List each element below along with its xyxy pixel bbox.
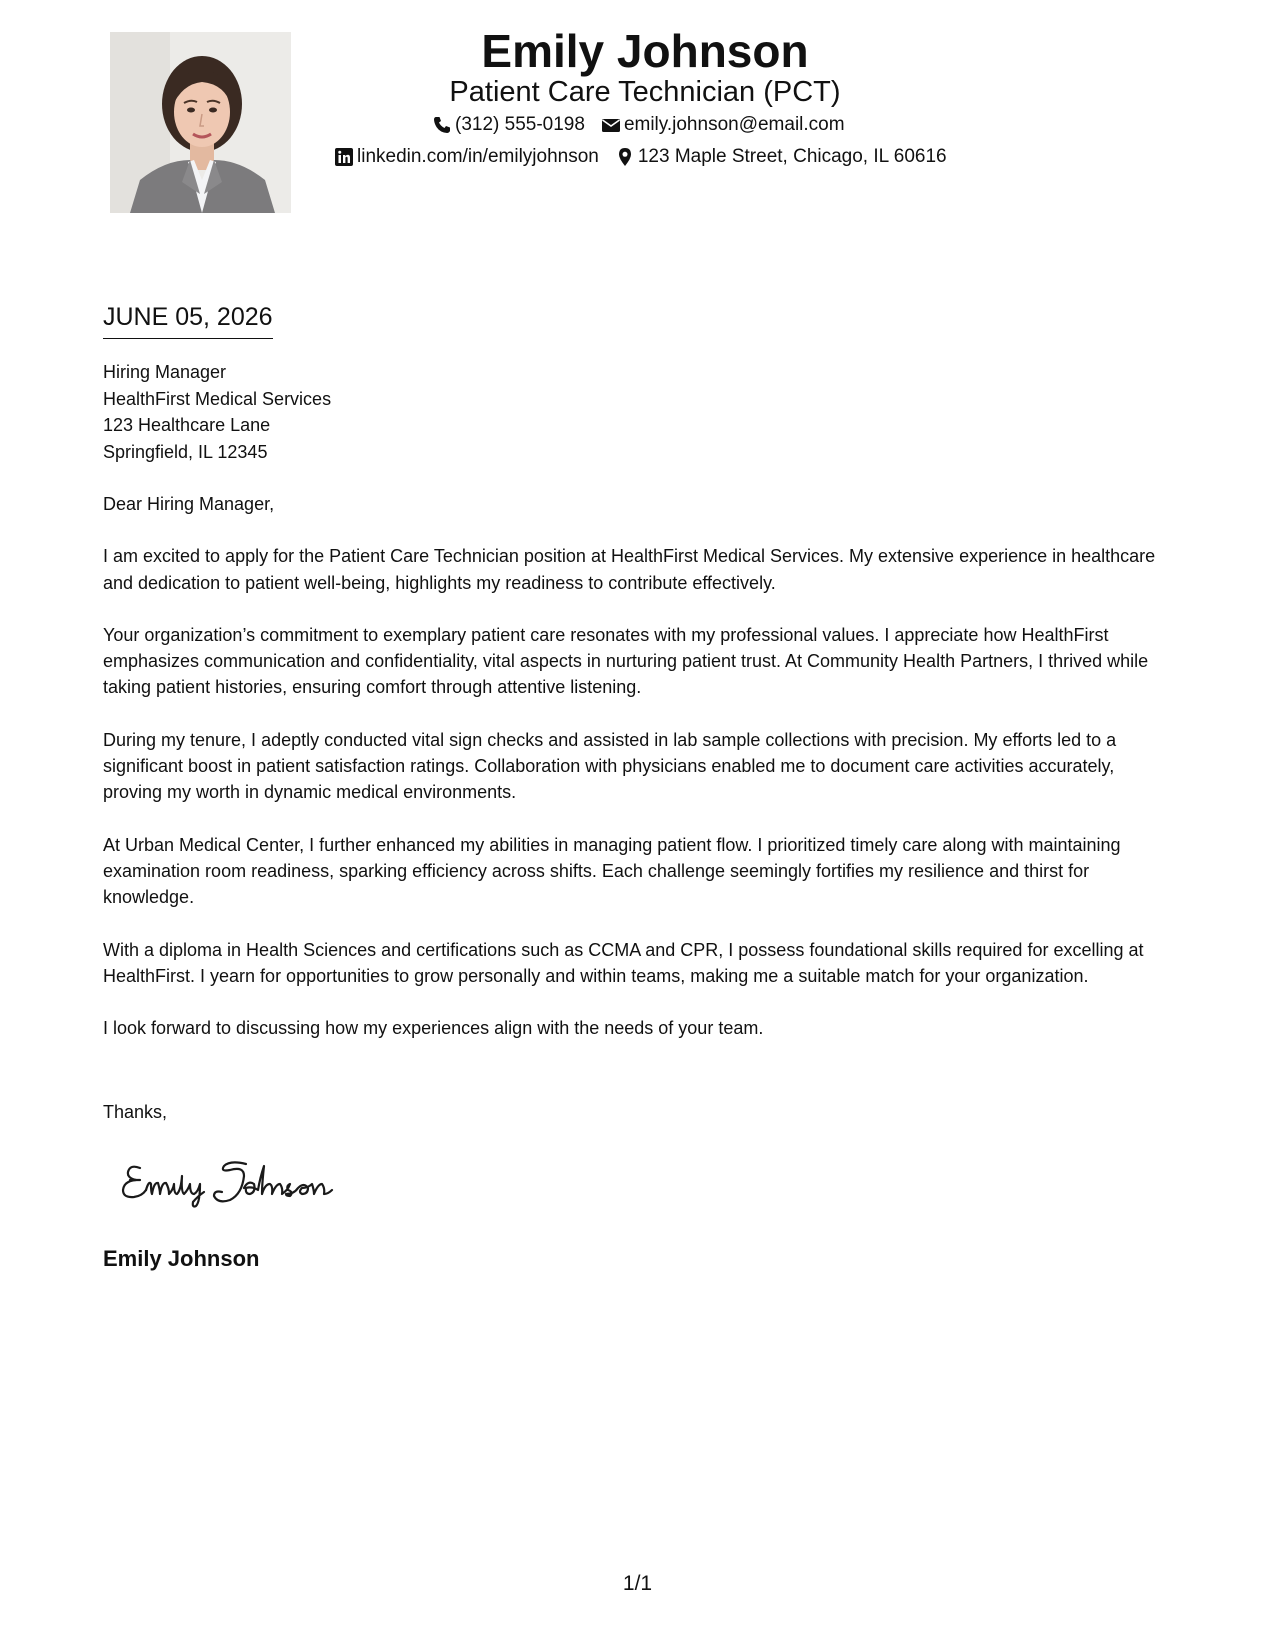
contact-address [615,144,947,170]
phone-icon [432,115,452,135]
body-paragraph: With a diploma in Health Sciences and certifications such as CCMA and CPR, I possess foundational skills required for excelling at HealthFirst. I yearn for opportunities to grow personally and within teams, making me a suitable match for your organization. [103,939,1144,986]
body-paragraph: At Urban Medical Center, I further enhanced my abilities in managing patient flow. I prioritized timely care along with maintaining examination room readiness, sparking efficiency across shifts. Each challenge seemingly fortifies my resilience and thirst for knowledge. [103,834,1121,908]
portrait-image [110,32,291,213]
address-text: 123 Maple Street, Chicago, IL 60616 [637,146,947,167]
email-link[interactable]: emily.johnson@email.com [623,114,845,135]
contact-linkedin [334,144,599,170]
contact-row-secondary [334,144,947,170]
phone-text[interactable]: (312) 555-0198 [455,114,585,135]
contact-row-primary [432,112,845,138]
body-paragraph: Your organization’s commitment to exemplary patient care resonates with my professional values. I appreciate how HealthFirst emphasizes communication and confidentiality, vital aspects in nurturing patient trust. At Community Health Partners, I thrived while taking patient histories, ensuring comfort through attentive listening. [103,624,1149,698]
body-paragraph: I am excited to apply for the Patient Care Technician position at HealthFirst Medical Services. My extensive experience in healthcare and dedication to patient well-being, highlights my readiness to contribute effectively. [103,546,1156,593]
letter-body [103,491,1178,1067]
contact-phone [432,112,585,138]
page-number: 1/1 [622,1572,653,1595]
signature-image [118,1150,348,1210]
envelope-icon [601,115,621,135]
contact-email [601,112,845,138]
map-pin-icon [615,147,635,167]
salutation: Dear Hiring Manager, [103,494,275,514]
signoff-name: Emily Johnson [103,1246,260,1271]
closing: Thanks, [103,1102,168,1122]
linkedin-link[interactable]: linkedin.com/in/emilyjohnson [357,146,599,167]
applicant-name: Emily Johnson [481,25,809,77]
profile-photo [110,32,291,213]
body-paragraph: During my tenure, I adeptly conducted vital sign checks and assisted in lab sample collections with precision. My efforts led to a significant boost in patient satisfaction ratings. Collaboration with physicians enabled me to document care activities accurately, proving my worth in dynamic medical environments. [103,729,1117,803]
recipient-line: Springfield, IL 12345 [103,441,268,462]
recipient-line: HealthFirst Medical Services [103,388,332,409]
recipient-line: 123 Healthcare Lane [103,415,271,435]
body-paragraph: I look forward to discussing how my experiences align with the needs of your team. [103,1018,764,1039]
linkedin-icon [334,147,354,167]
letter-date: JUNE 05, 2026 [103,300,273,339]
recipient-line: Hiring Manager [103,362,227,382]
job-title: Patient Care Technician (PCT) [449,76,841,108]
recipient-address [103,359,331,465]
